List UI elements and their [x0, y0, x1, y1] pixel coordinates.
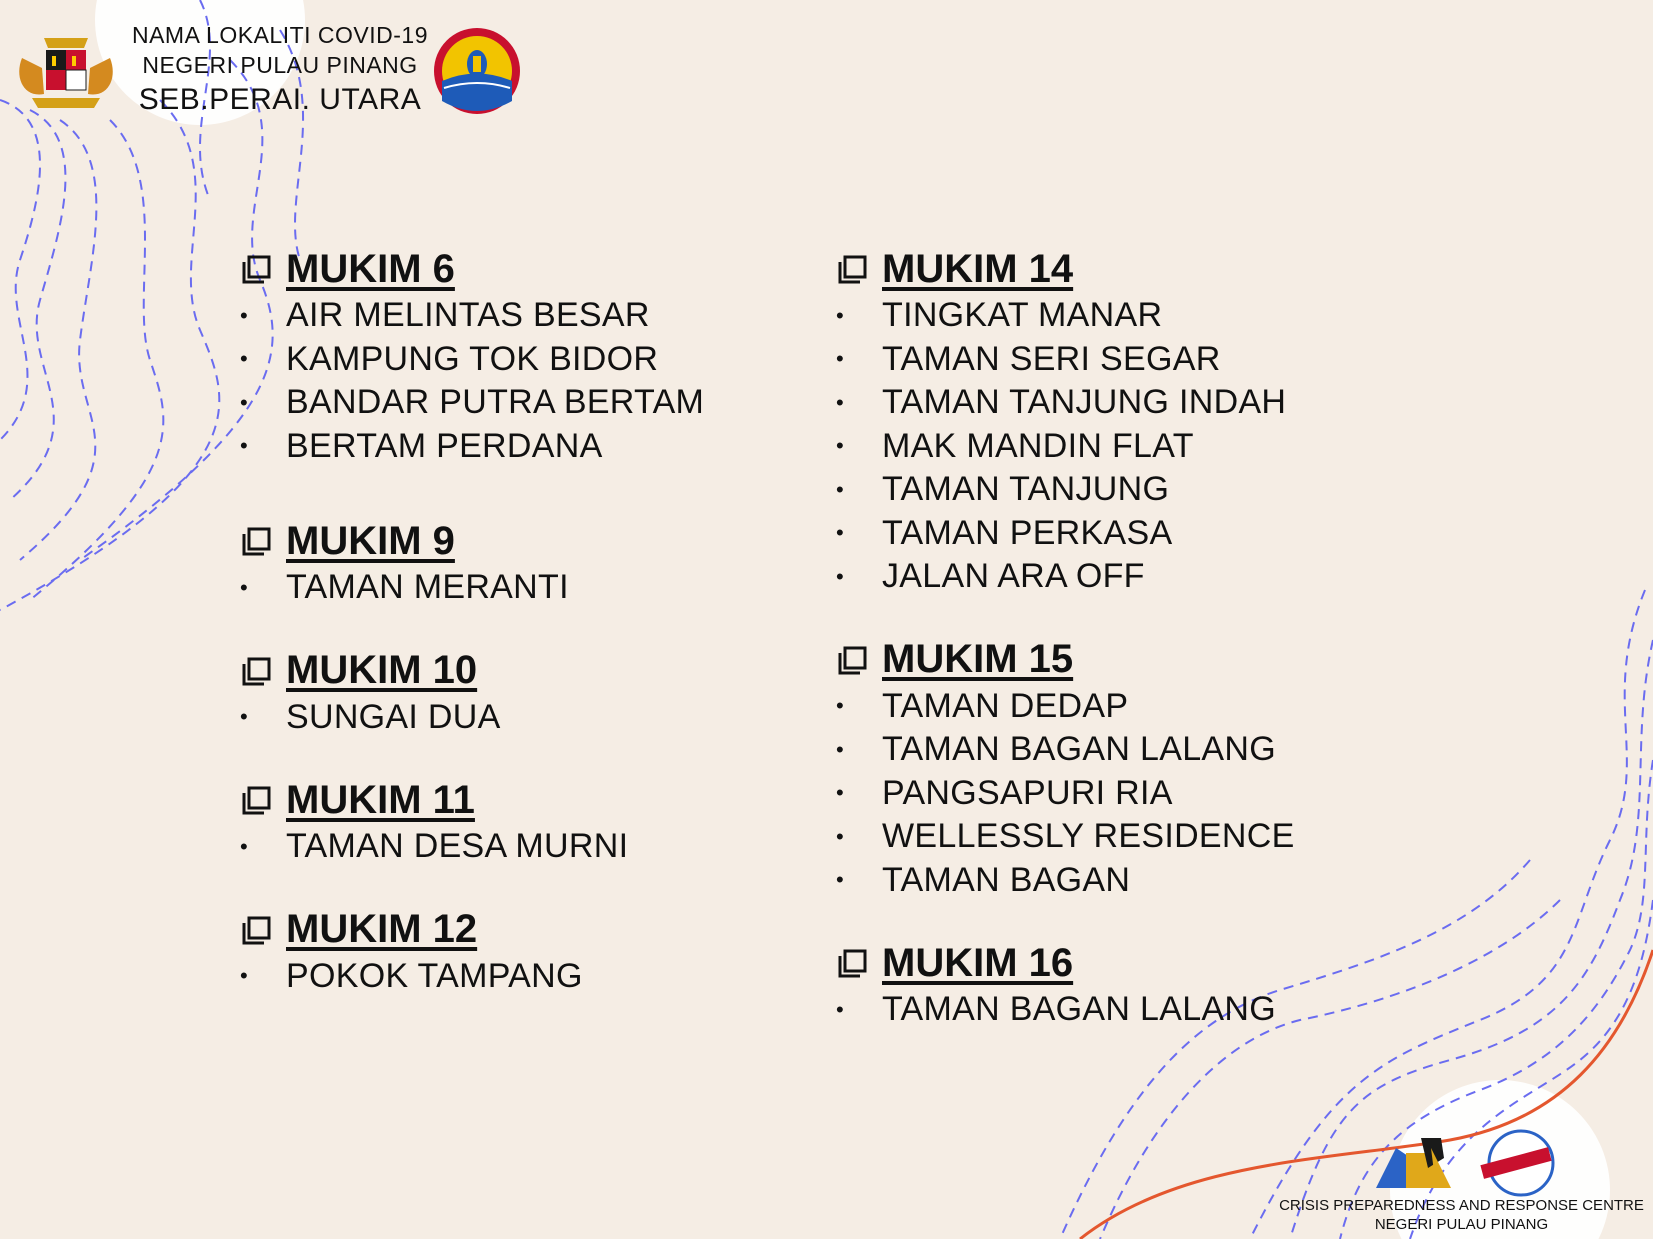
- list-item: [240, 294, 760, 338]
- left-column: [240, 244, 760, 998]
- checkbox-icon: [836, 946, 870, 980]
- bullet-icon: •: [240, 963, 248, 989]
- district-council-logo: [432, 26, 522, 116]
- list-item: [836, 468, 1396, 512]
- bullet-icon: •: [240, 346, 248, 372]
- list-item: [240, 955, 760, 999]
- locality-name: AIR MELINTAS BESAR: [286, 296, 650, 335]
- bullet-icon: •: [836, 996, 844, 1022]
- bullet-icon: •: [240, 302, 248, 328]
- bullet-icon: •: [836, 780, 844, 806]
- locality-name: TAMAN DESA MURNI: [286, 827, 629, 866]
- footer-line-2: NEGERI PULAU PINANG: [1374, 1216, 1549, 1233]
- section-title: MUKIM 16: [882, 940, 1074, 985]
- locality-list: [240, 294, 760, 468]
- locality-name: PANGSAPURI RIA: [882, 773, 1173, 812]
- list-item: [240, 338, 760, 382]
- bullet-icon: •: [240, 389, 248, 415]
- section-title: MUKIM 12: [286, 907, 478, 951]
- bullet-icon: •: [836, 736, 844, 762]
- section-heading: [240, 905, 760, 955]
- section-title: MUKIM 10: [286, 648, 478, 692]
- locality-name: BANDAR PUTRA BERTAM: [286, 383, 705, 422]
- checkbox-icon: [240, 913, 274, 947]
- list-item: [836, 512, 1396, 556]
- locality-list: [836, 685, 1396, 903]
- locality-name: BERTAM PERDANA: [286, 426, 603, 465]
- bullet-icon: •: [240, 704, 248, 730]
- list-item: [836, 381, 1396, 425]
- section-mukim-14: [836, 244, 1396, 599]
- locality-list: [240, 825, 760, 869]
- list-item: [836, 685, 1396, 729]
- header-title: [120, 20, 440, 120]
- locality-name: KAMPUNG TOK BIDOR: [286, 339, 659, 378]
- list-item: [836, 988, 1396, 1032]
- locality-name: POKOK TAMPANG: [286, 956, 583, 995]
- cprc-logos: [1366, 1128, 1566, 1198]
- section-heading: [240, 244, 760, 294]
- bullet-icon: •: [240, 574, 248, 600]
- header-line-3: SEB.PERAI. UTARA: [138, 83, 422, 116]
- section-heading: [836, 244, 1396, 294]
- list-item: [240, 566, 760, 610]
- locality-list: [240, 696, 760, 740]
- locality-name: TAMAN BAGAN LALANG: [882, 990, 1276, 1029]
- section-heading: [836, 938, 1396, 988]
- locality-list: [836, 988, 1396, 1032]
- checkbox-icon: [836, 643, 870, 677]
- section-mukim-6: [240, 244, 760, 468]
- list-item: [240, 825, 760, 869]
- header-line-1: NAMA LOKALITI COVID-19: [131, 22, 429, 48]
- locality-name: TAMAN TANJUNG: [882, 470, 1170, 509]
- footer-line-1: CRISIS PREPAREDNESS AND RESPONSE CENTRE: [1279, 1197, 1644, 1214]
- locality-list: [240, 955, 760, 999]
- list-item: [836, 425, 1396, 469]
- section-mukim-16: [836, 938, 1396, 1032]
- bullet-icon: •: [836, 867, 844, 893]
- checkbox-icon: [240, 524, 274, 558]
- section-heading: [240, 646, 760, 696]
- list-item: [240, 381, 760, 425]
- locality-name: JALAN ARA OFF: [882, 557, 1145, 596]
- bullet-icon: •: [836, 520, 844, 546]
- locality-name: TAMAN SERI SEGAR: [882, 339, 1221, 378]
- checkbox-icon: [240, 252, 274, 286]
- locality-name: MAK MANDIN FLAT: [882, 426, 1194, 465]
- bullet-icon: •: [836, 433, 844, 459]
- list-item: [240, 425, 760, 469]
- right-column: [836, 244, 1396, 1032]
- section-heading: [240, 516, 760, 566]
- bullet-icon: •: [836, 476, 844, 502]
- locality-name: TAMAN MERANTI: [286, 568, 569, 607]
- list-item: [836, 772, 1396, 816]
- list-item: [836, 815, 1396, 859]
- section-mukim-10: [240, 646, 760, 740]
- footer: [1270, 1128, 1653, 1239]
- header: [0, 0, 560, 130]
- locality-list: [836, 294, 1396, 599]
- section-title: MUKIM 11: [286, 777, 475, 822]
- section-heading: [836, 635, 1396, 685]
- section-mukim-11: [240, 775, 760, 869]
- checkbox-icon: [240, 783, 274, 817]
- locality-name: SUNGAI DUA: [286, 697, 501, 736]
- list-item: [836, 294, 1396, 338]
- section-title: MUKIM 14: [882, 246, 1074, 291]
- list-item: [836, 555, 1396, 599]
- locality-name: TAMAN PERKASA: [882, 513, 1173, 552]
- locality-name: TAMAN BAGAN LALANG: [882, 730, 1276, 769]
- bullet-icon: •: [836, 389, 844, 415]
- locality-list: [240, 566, 760, 610]
- list-item: [240, 696, 760, 740]
- bullet-icon: •: [836, 302, 844, 328]
- footer-caption: [1270, 1196, 1653, 1234]
- bullet-icon: •: [836, 693, 844, 719]
- section-mukim-15: [836, 635, 1396, 903]
- section-heading: [240, 775, 760, 825]
- section-mukim-9: [240, 516, 760, 610]
- list-item: [836, 859, 1396, 903]
- bullet-icon: •: [836, 346, 844, 372]
- header-line-2: NEGERI PULAU PINANG: [142, 52, 418, 78]
- section-mukim-12: [240, 905, 760, 999]
- list-item: [836, 338, 1396, 382]
- locality-name: TAMAN TANJUNG INDAH: [882, 383, 1287, 422]
- list-item: [836, 728, 1396, 772]
- locality-name: TAMAN DEDAP: [882, 686, 1129, 725]
- section-title: MUKIM 6: [286, 246, 455, 291]
- bullet-icon: •: [836, 563, 844, 589]
- bullet-icon: •: [240, 433, 248, 459]
- locality-name: WELLESSLY RESIDENCE: [882, 817, 1295, 856]
- section-title: MUKIM 15: [882, 637, 1074, 681]
- bullet-icon: •: [836, 823, 844, 849]
- checkbox-icon: [836, 252, 870, 286]
- locality-name: TAMAN BAGAN: [882, 860, 1131, 899]
- section-title: MUKIM 9: [286, 518, 455, 563]
- bullet-icon: •: [240, 833, 248, 859]
- coat-of-arms-logo: [14, 28, 118, 116]
- locality-name: TINGKAT MANAR: [882, 296, 1163, 335]
- checkbox-icon: [240, 654, 274, 688]
